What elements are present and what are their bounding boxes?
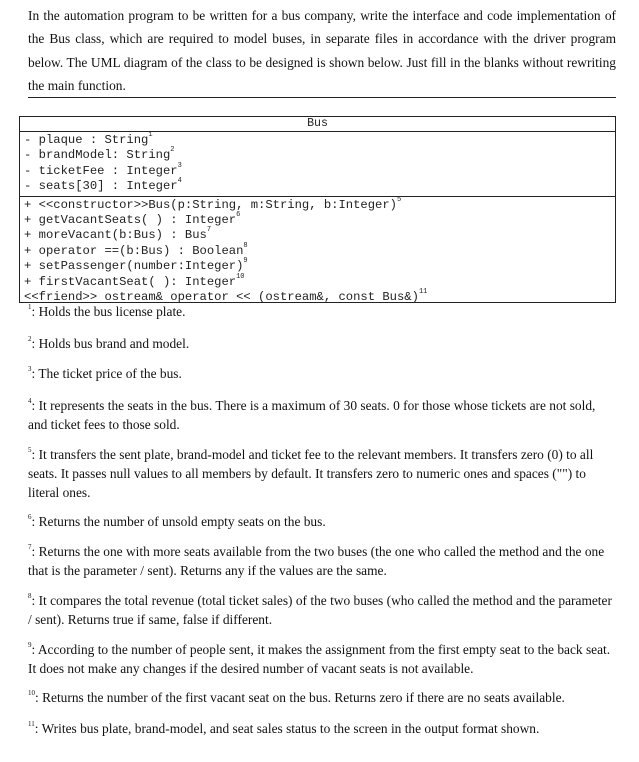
uml-operation: + getVacantSeats( ) : Integer$^6$ xyxy=(24,210,241,227)
footnote: $^{10}$: Returns the number of the first vacant seat on the bus. Returns zero if there are no seats available. xyxy=(28,689,565,705)
footnote: $^8$: It compares the total revenue (total ticket sales) of the two buses (who called the method and the parameter / sent). Returns true if same, false if different. xyxy=(28,592,612,627)
intro-text: In the automation program to be written for a bus company, write the interface and code implementation of the Bus class, which are required to model buses, in separate files in accordance with the driver program below. The UML diagram of the class to be designed is shown below. Just fill in the blanks without rewriting the main function. xyxy=(28,8,616,94)
footnote: $^{11}$: Writes bus plate, brand-model, and seat sales status to the screen in the output format shown. xyxy=(28,720,540,736)
footnote: $^6$: Returns the number of unsold empty seats on the bus. xyxy=(28,513,326,529)
footnote: $^7$: Returns the one with more seats available from the two buses (the one who called the method and the one that is the parameter / sent). Returns any if the values are the same. xyxy=(28,543,605,578)
uml-operation: + moreVacant(b:Bus) : Bus$^7$ xyxy=(24,226,212,243)
uml-attributes xyxy=(20,132,615,197)
footnote: $^9$: According to the number of people sent, it makes the assignment from the first empty seat to the back seat. It does not make any changes if the desired number of vacant seats is not available. xyxy=(28,641,611,676)
footnote: $^3$: The ticket price of the bus. xyxy=(28,365,182,381)
footnote: $^4$: It represents the seats in the bus. There is a maximum of 30 seats. 0 for those whose tickets are not sold, and ticket fees to those sold. xyxy=(28,397,596,432)
footnote: $^1$: Holds the bus license plate. xyxy=(28,303,186,319)
uml-attribute: - ticketFee : Integer$^3$ xyxy=(24,161,182,178)
question-intro xyxy=(28,4,616,98)
uml-operation: <<friend>> ostream& operator << (ostream&, const Bus&)$^{11}$ xyxy=(24,287,428,304)
uml-class-diagram xyxy=(19,116,616,303)
intro-divider xyxy=(28,97,616,98)
footnote: $^5$: It transfers the sent plate, brand-model and ticket fee to the relevant members. It transfers zero (0) to all seats. It passes null values to all members by default. It transfers zero to numeric ones and spaces ("") to literal ones. xyxy=(28,446,594,500)
uml-class-name: Bus xyxy=(20,117,615,132)
uml-operation: + <<constructor>>Bus(p:String, m:String, b:Integer)$^5$ xyxy=(24,195,402,212)
uml-attribute: - plaque : String$^1$ xyxy=(24,131,153,147)
uml-attribute: - brandModel: String$^2$ xyxy=(24,146,175,163)
uml-operation: + setPassenger(number:Integer)$^9$ xyxy=(24,257,248,274)
uml-operations xyxy=(20,197,615,306)
uml-operation: + firstVacantSeat( ): Integer$^{10}$ xyxy=(24,272,245,289)
uml-attribute: - seats[30] : Integer$^4$ xyxy=(24,177,182,194)
footnote: $^2$: Holds bus brand and model. xyxy=(28,335,190,351)
uml-operation: + operator ==(b:Bus) : Boolean$^8$ xyxy=(24,241,248,258)
